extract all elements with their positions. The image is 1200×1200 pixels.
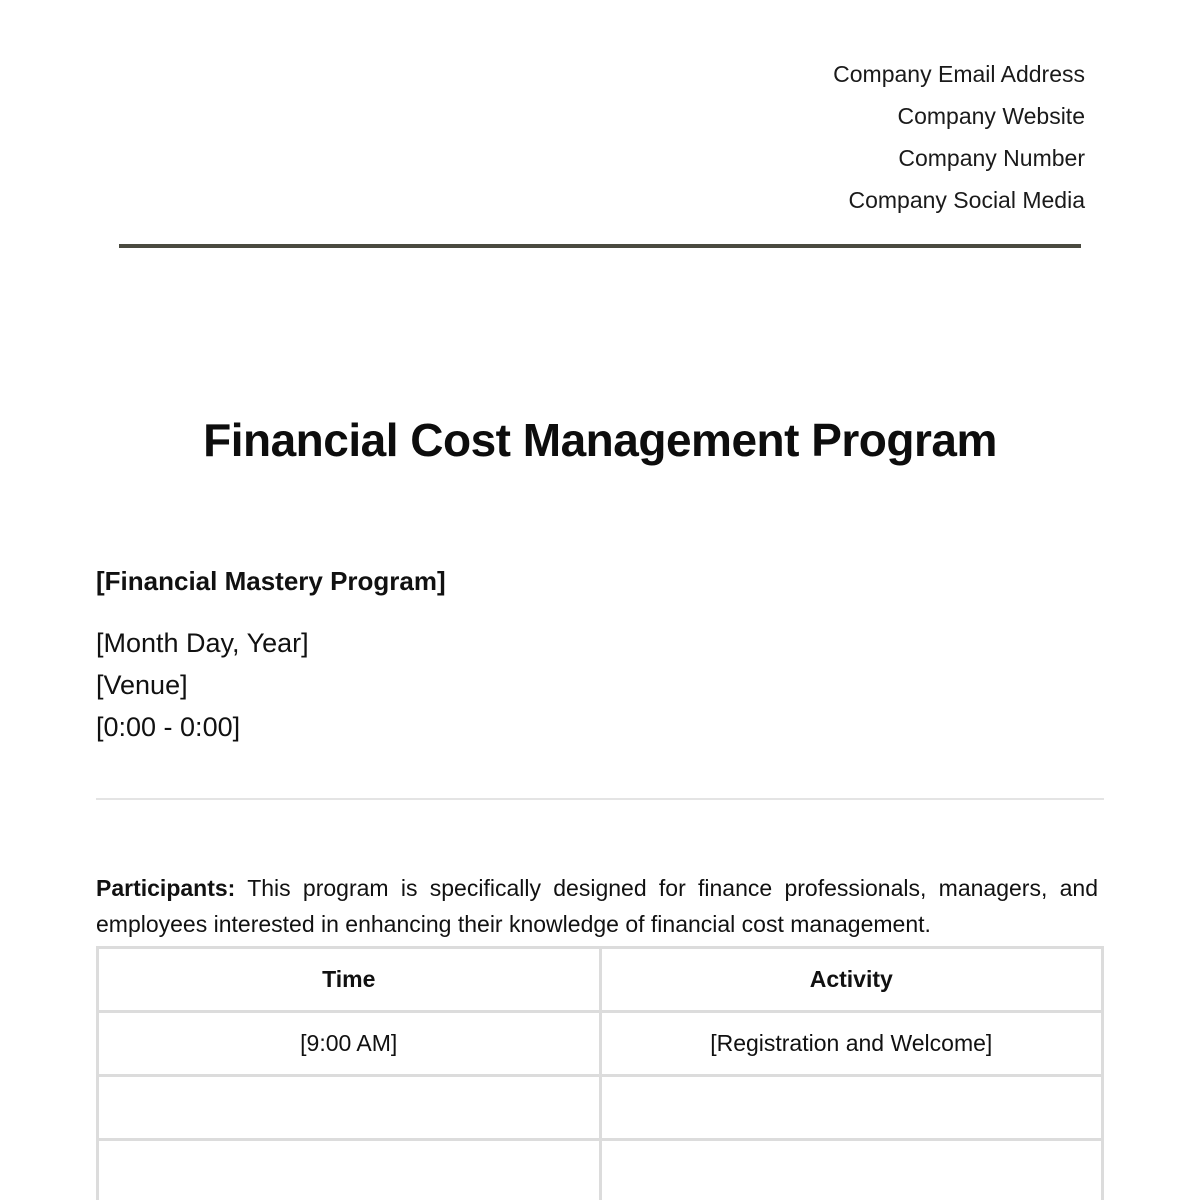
section-divider [96, 798, 1104, 800]
company-website: Company Website [897, 103, 1085, 129]
event-details [96, 622, 309, 748]
header-divider [119, 244, 1081, 248]
participants-label: Participants: [96, 875, 236, 901]
program-name: [Financial Mastery Program] [96, 566, 446, 596]
company-contact-block [833, 53, 1085, 221]
company-number: Company Number [898, 145, 1085, 171]
table-row [98, 1076, 1103, 1140]
table-row [98, 1012, 1103, 1076]
event-venue: [Venue] [96, 670, 188, 700]
column-header-time: Time [98, 948, 601, 1012]
activity-cell [600, 1076, 1103, 1140]
participants-text: This program is specifically designed for finance professionals, managers, and employees interested in enhancing their knowledge of financial cost management. [96, 875, 1098, 937]
event-date: [Month Day, Year] [96, 628, 309, 658]
time-cell [98, 1140, 601, 1200]
schedule-table [96, 946, 1104, 1200]
column-header-activity: Activity [600, 948, 1103, 1012]
table-row [98, 1140, 1103, 1200]
company-email: Company Email Address [833, 61, 1085, 87]
activity-cell [600, 1140, 1103, 1200]
page-title: Financial Cost Management Program [203, 414, 997, 466]
event-time: [0:00 - 0:00] [96, 712, 241, 742]
table-header-row [98, 948, 1103, 1012]
time-cell: [9:00 AM] [98, 1012, 601, 1076]
company-social-media: Company Social Media [848, 187, 1085, 213]
time-cell [98, 1076, 601, 1140]
participants-paragraph [96, 870, 1098, 942]
activity-cell: [Registration and Welcome] [600, 1012, 1103, 1076]
